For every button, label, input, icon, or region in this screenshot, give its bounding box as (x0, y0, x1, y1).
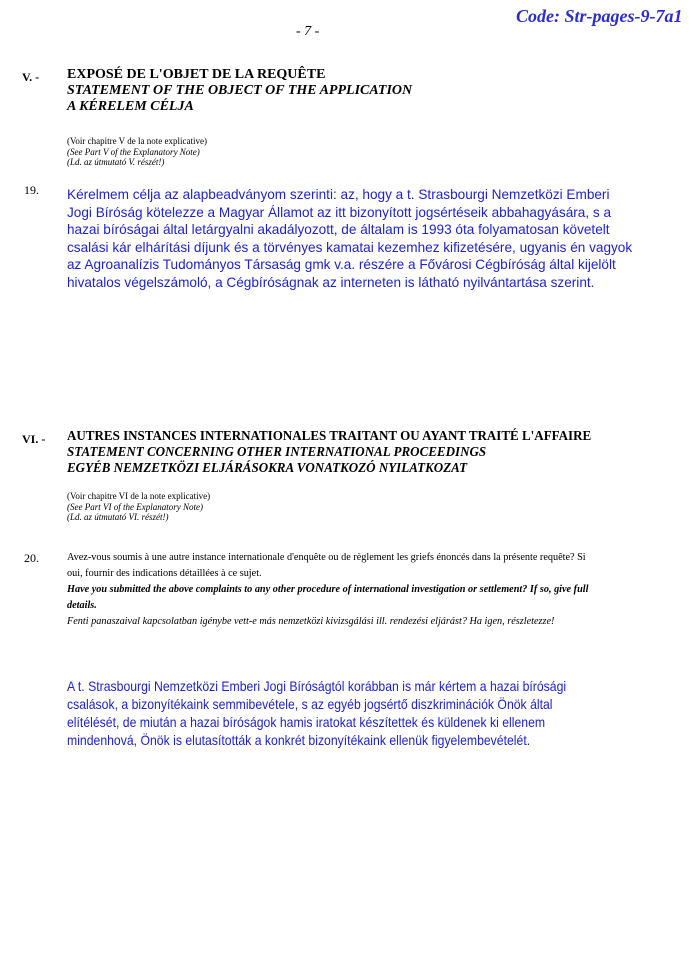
section-5-note-en: (See Part V of the Explanatory Note) (67, 146, 200, 157)
item-20-number: 20. (24, 551, 39, 565)
section-6-title-fr: AUTRES INSTANCES INTERNATIONALES TRAITANT OU AYANT TRAITÉ L'AFFAIRE (67, 429, 592, 444)
section-5-number: V. - (22, 70, 40, 84)
section-6-title (67, 429, 591, 477)
answer-line: A t. Strasbourgi Nemzetközi Emberi Jogi Bíróságtól korábban is már kértem a hazai bírósági (67, 679, 567, 694)
section-6-notes (67, 491, 210, 523)
section-6-number: VI. - (22, 432, 46, 446)
document-code: Code: Str-pages-9-7a1 (516, 6, 683, 26)
item-19-number: 19. (24, 183, 39, 197)
answer-line: hazai bíróságai által letárgyalni akadályozott, de általam is 1993 óta folyamatosan követelt (67, 222, 610, 238)
question-fr-line-2: oui, fournir des indications détaillées à ce sujet. (67, 567, 262, 579)
item-20-answer (67, 678, 566, 750)
answer-line: csalások, a bizonyítékaink semmibevétele, s az egyéb jogsértő diszkriminációk Önök által (67, 697, 553, 712)
section-6-note-hu: (Ld. az útmutató VI. részét!) (67, 512, 169, 522)
answer-line: csalási kár elhárítási díjunk és a törvényes kamatai kezemhez kifizetésére, ugyanis én vagyok (67, 239, 633, 255)
question-en-line-2: details. (67, 599, 97, 611)
section-5-title-hu: A KÉRELEM CÉLJA (67, 99, 194, 114)
question-fr-line-1: Avez-vous soumis à une autre instance internationale d'enquête ou de règlement les griefs énoncés dans la présente requête? Si (67, 551, 586, 563)
answer-line: elítélését, de miután a hazai bíróságok hamis iratokat készítettek és küldenek ki ellenem (67, 715, 546, 730)
section-5-note-hu: (Ld. az útmutató V. részét!) (67, 157, 165, 167)
page-number: - 7 - (296, 24, 320, 39)
section-6-title-en: STATEMENT CONCERNING OTHER INTERNATIONAL PROCEEDINGS (67, 445, 487, 460)
question-en-line-1: Have you submitted the above complaints to any other procedure of international investigation or settlement? If so, give full (67, 583, 589, 595)
section-5-title (67, 67, 412, 115)
section-5-notes (67, 136, 207, 168)
section-5-title-fr: EXPOSÉ DE L'OBJET DE LA REQUÊTE (67, 67, 326, 82)
answer-line: hivatalos végelszámoló, a Cégbíróságnak az interneten is látható nyilvántartása szerint. (67, 274, 595, 290)
item-20-question (67, 549, 588, 629)
section-6-title-hu: EGYÉB NEMZETKÖZI ELJÁRÁSOKRA VONATKOZÓ NYILATKOZAT (67, 461, 468, 476)
section-6-note-fr: (Voir chapitre VI de la note explicative) (67, 491, 211, 501)
answer-line: Kérelmem célja az alapbeadványom szerinti: az, hogy a t. Strasbourgi Nemzetközi Emberi (67, 187, 610, 202)
answer-line: az Agroanalízis Tudományos Társaság gmk v.a. részére a Fővárosi Cégbíróság által kijelölt (67, 257, 616, 273)
section-5-note-fr: (Voir chapitre V de la note explicative) (67, 136, 207, 146)
section-5-title-en: STATEMENT OF THE OBJECT OF THE APPLICATION (67, 83, 413, 98)
answer-line: mindenhová, Önök is elutasították a konkrét bizonyítékaink ellenük figyelembevételét. (67, 733, 531, 748)
item-19-answer (67, 186, 632, 292)
section-6-note-en: (See Part VI of the Explanatory Note) (67, 501, 203, 512)
answer-line: Jogi Bíróság kötelezze a Magyar Államot az itt bizonyított jogsértéseik abbahagyására, s a (67, 204, 612, 220)
question-hu: Fenti panaszaival kapcsolatban igénybe vett-e más nemzetközi kivizsgálási ill. rendezési eljárást? Ha igen, részletezze! (67, 615, 555, 627)
